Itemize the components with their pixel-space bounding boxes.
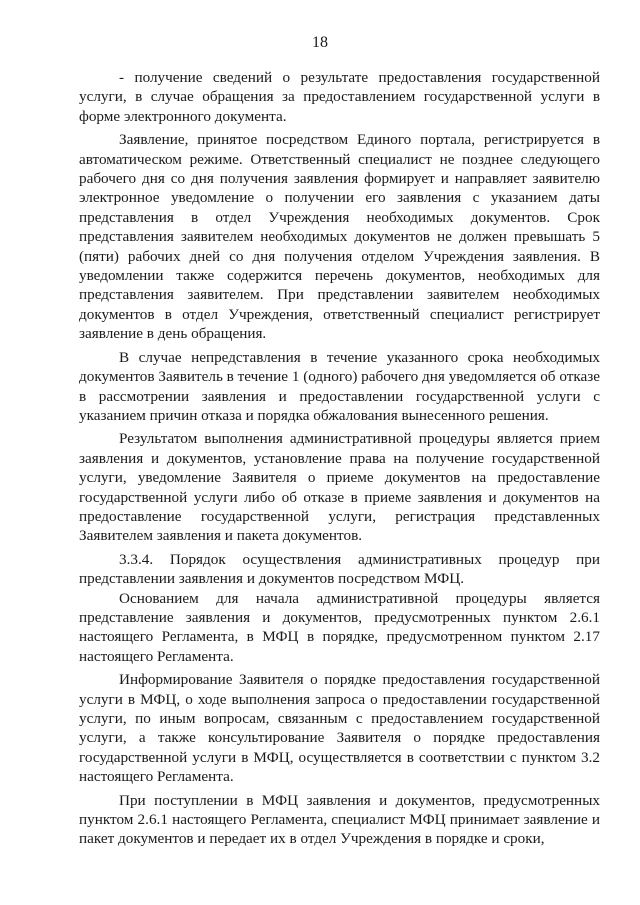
paragraph-portal-registration: Заявление, принятое посредством Единого портала, регистрируется в автоматическом режиме. Ответственный специалист не позднее следующего рабочего дня со дня получения заявления формирует и направляет заявителю электронное уведомление о получении его заявления с указанием даты представления в отдел Учреждения необходимых документов. Срок представления заявителем необходимых документов не должен превышать 5 (пяти) рабочих дней со дня получения отделом Учреждения заявления. В уведомлении также содержится перечень документов, необходимых для представления заявителем. При представлении заявителем необходимых документов в отдел Учреждения, ответственный специалист регистрирует заявление в день обращения. xyxy=(79,131,600,343)
paragraph-mfc-receipt: При поступлении в МФЦ заявления и документов, предусмотренных пунктом 2.6.1 настоящего Регламента, специалист МФЦ принимает заявление и пакет документов и передает их в отдел Учреждения в порядке и сроки, xyxy=(79,791,600,848)
document-body xyxy=(79,68,600,849)
paragraph-refusal-notice: В случае непредставления в течение указанного срока необходимых документов Заявитель в течение 1 (одного) рабочего дня уведомляется об отказе в рассмотрении заявления и предоставлении государственной услуги с указанием причин отказа и порядка обжалования вынесенного решения. xyxy=(79,348,600,424)
paragraph-procedure-result: Результатом выполнения административной процедуры является прием заявления и документов, установление права на получение государственной услуги, уведомление Заявителя о приеме документов на предоставление государственной услуги либо об отказе в приеме заявления и документов на предоставление государственной услуги, регистрация представленных Заявителем заявления и пакета документов. xyxy=(79,430,600,545)
paragraph-electronic-result: - получение сведений о результате предоставления государственной услуги, в случае обращения за предоставлением государственной услуги в форме электронного документа. xyxy=(79,69,600,125)
paragraph-procedure-basis: Основанием для начала административной процедуры является представление заявления и документов, предусмотренных пунктом 2.6.1 настоящего Регламента, в МФЦ в порядке, предусмотренном пунктом 2.17 настоящего Регламента. xyxy=(79,589,600,665)
paragraph-section-3-3-4: 3.3.4. Порядок осуществления административных процедур при представлении заявления и документов посредством МФЦ. xyxy=(79,550,600,588)
page-number: 18 xyxy=(312,34,328,51)
paragraph-mfc-informing: Информирование Заявителя о порядке предоставления государственной услуги в МФЦ, о ходе выполнения запроса о предоставлении государственной услуги, по иным вопросам, связанным с предоставлением государственной услуги, а также консультирование Заявителя о порядке предоставления государственной услуги в МФЦ, осуществляется в соответствии с пунктом 3.2 настоящего Регламента. xyxy=(79,671,600,786)
